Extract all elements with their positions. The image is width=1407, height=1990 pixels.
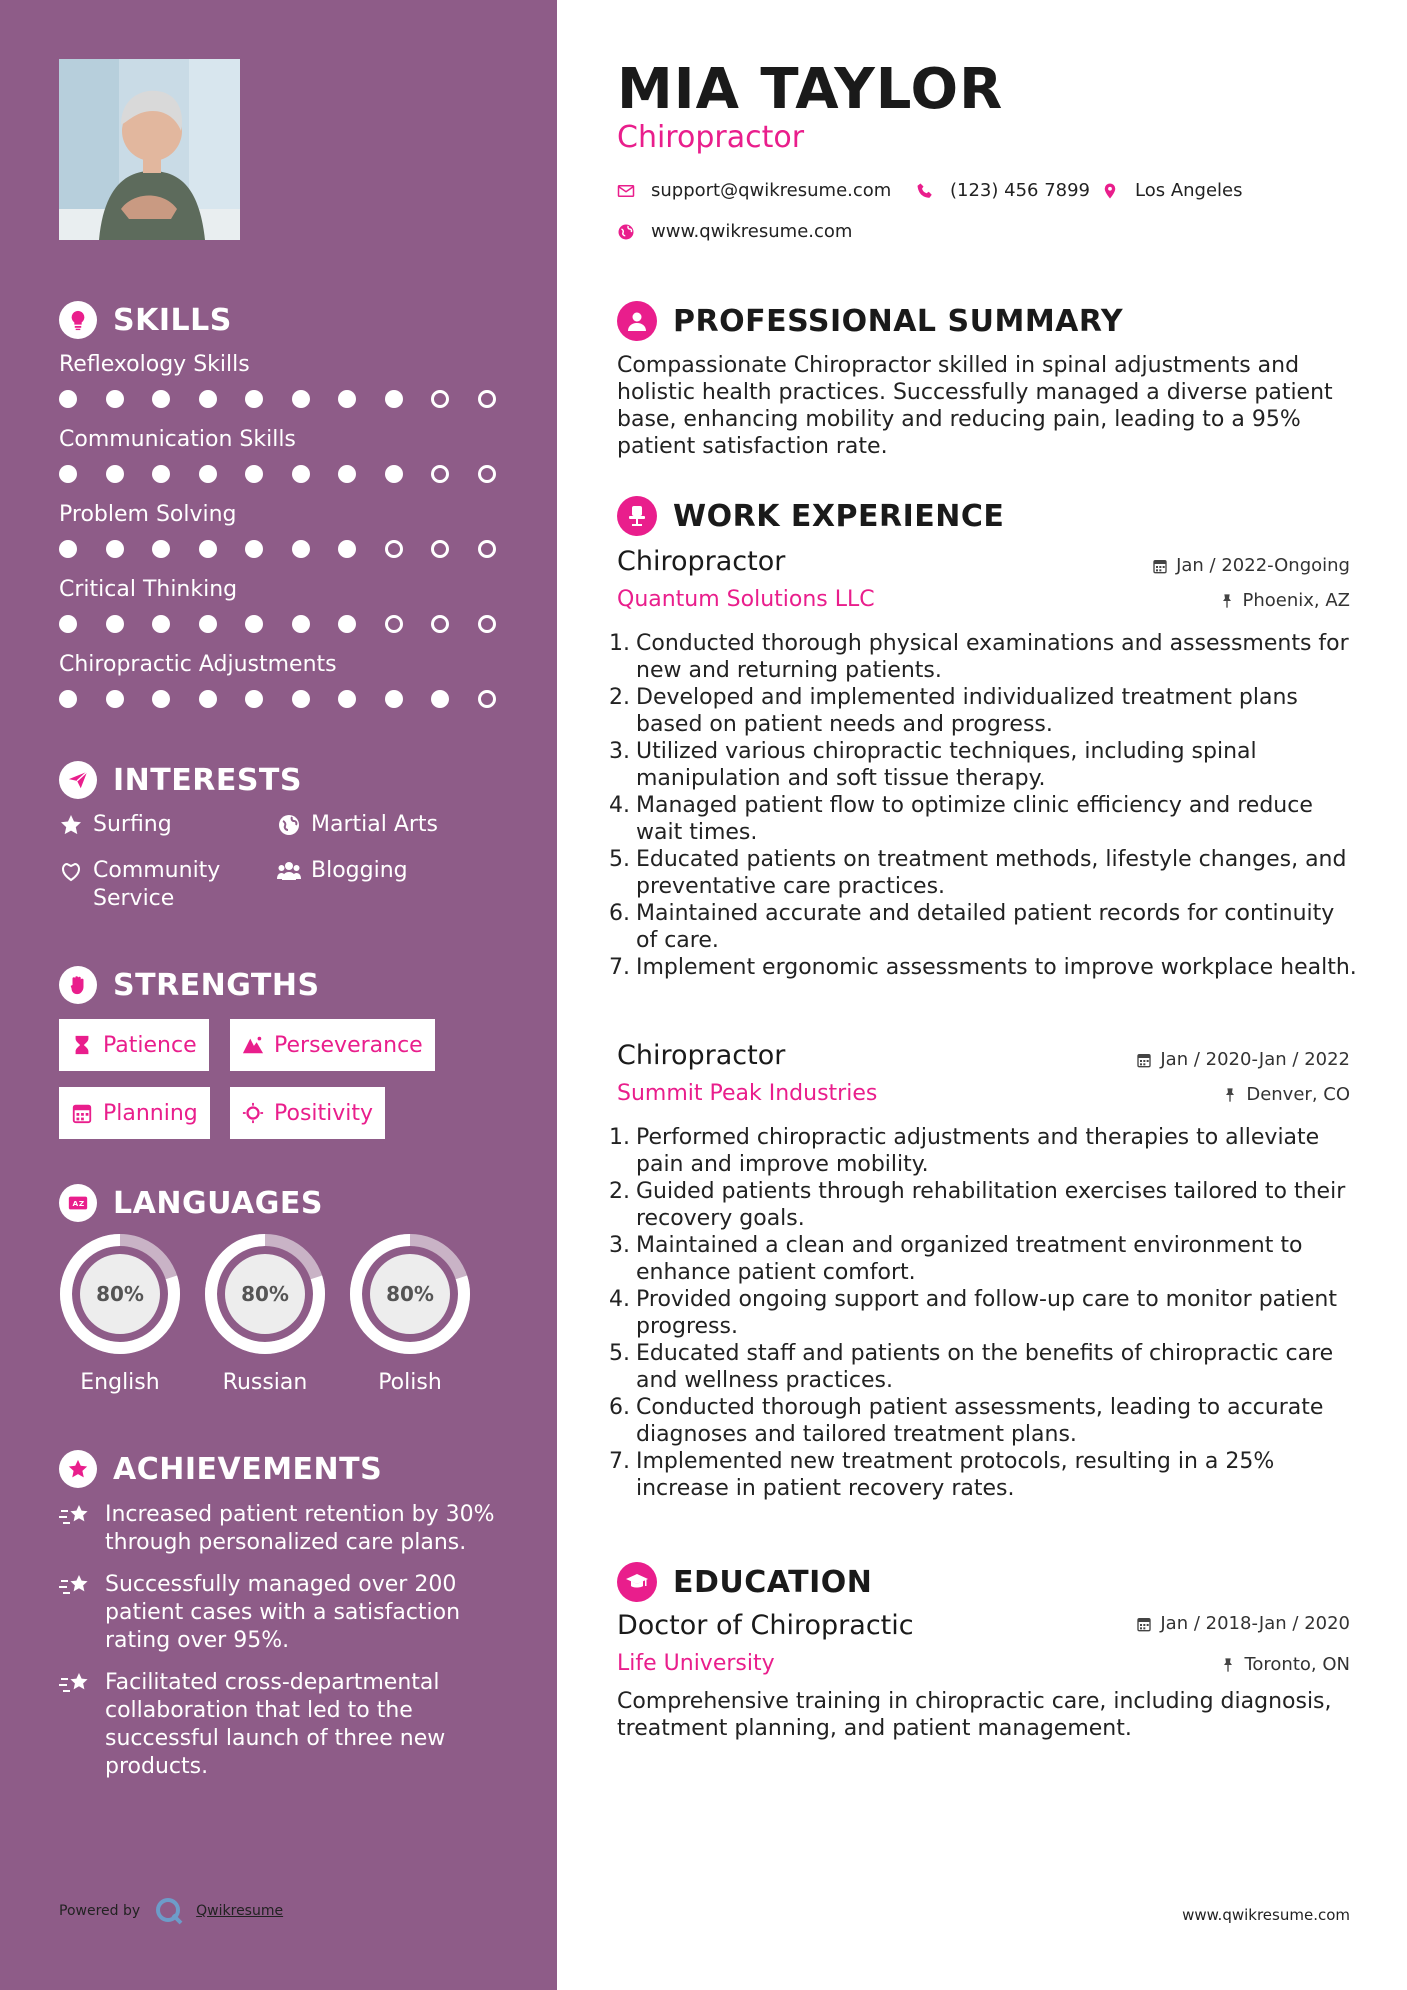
calendar-icon xyxy=(1136,1052,1152,1068)
skills-heading: SKILLS xyxy=(59,301,232,339)
rating-dot-filled xyxy=(245,465,263,483)
star-icon xyxy=(59,813,83,837)
rating-dot-filled xyxy=(338,540,356,558)
rating-dot-filled xyxy=(245,390,263,408)
svg-text:Z: Z xyxy=(78,1199,85,1209)
shooting-star-icon xyxy=(59,1573,93,1599)
rating-dot-filled xyxy=(152,390,170,408)
rating-dot-filled xyxy=(152,540,170,558)
contact-email[interactable]: support@qwikresume.com xyxy=(617,180,891,201)
rating-dot-empty xyxy=(431,465,449,483)
rating-dot-filled xyxy=(338,465,356,483)
rating-dot-filled xyxy=(292,690,310,708)
list-item: 3. Maintained a clean and organized treatment environment to enhance patient comfort. xyxy=(609,1233,1303,1285)
skill-name: Critical Thinking xyxy=(59,577,238,602)
languages-heading: A Z LANGUAGES xyxy=(59,1184,323,1222)
list-item: 2. Guided patients through rehabilitation exercises tailored to their recovery goals. xyxy=(609,1179,1346,1231)
rating-dot-empty xyxy=(385,540,403,558)
rating-dot-empty xyxy=(431,540,449,558)
hourglass-icon xyxy=(71,1034,93,1056)
rating-dot-filled xyxy=(385,390,403,408)
main-content xyxy=(558,0,1407,1990)
interests-heading: INTERESTS xyxy=(59,761,302,799)
hands-icon xyxy=(59,859,83,883)
job-responsibilities xyxy=(609,1124,1357,1502)
job-location: Denver, CO xyxy=(1222,1084,1350,1105)
rating-dot-filled xyxy=(106,690,124,708)
achievement-item: Successfully managed over 200 patient cases with a satisfaction rating over 95%. xyxy=(59,1571,509,1655)
skill-name: Problem Solving xyxy=(59,502,237,527)
rating-dot-filled xyxy=(292,465,310,483)
phone-icon xyxy=(916,182,934,200)
language-percent: 80% xyxy=(241,1282,289,1306)
rating-dot-empty xyxy=(478,615,496,633)
skill-item xyxy=(59,575,499,637)
rating-dot-empty xyxy=(385,615,403,633)
skill-item xyxy=(59,425,499,487)
profile-photo xyxy=(59,59,240,240)
rating-dot-filled xyxy=(106,390,124,408)
language-percent: 80% xyxy=(96,1282,144,1306)
user-icon xyxy=(617,301,657,341)
lightbulb-icon xyxy=(59,301,97,339)
list-item: 5. Educated staff and patients on the benefits of chiropractic care and wellness practices. xyxy=(609,1341,1334,1393)
rating-dot-filled xyxy=(245,615,263,633)
rating-dot-filled xyxy=(292,615,310,633)
list-item: 4. Provided ongoing support and follow-up care to monitor patient progress. xyxy=(609,1287,1338,1339)
education-school: Life University xyxy=(617,1651,775,1676)
rating-dot-empty xyxy=(431,390,449,408)
skill-item xyxy=(59,350,499,412)
graduation-cap-icon xyxy=(617,1562,657,1602)
rating-dot-filled xyxy=(385,690,403,708)
sidebar xyxy=(0,0,557,1990)
rating-dot-empty xyxy=(478,690,496,708)
contact-website[interactable]: www.qwikresume.com xyxy=(617,221,852,242)
skill-name: Communication Skills xyxy=(59,427,296,452)
strength-chip: Positivity xyxy=(230,1087,385,1139)
strength-chip: Planning xyxy=(59,1087,210,1139)
list-item: 6. Maintained accurate and detailed patient records for continuity of care. xyxy=(609,901,1335,953)
strengths-heading: STRENGTHS xyxy=(59,966,320,1004)
rating-dot-filled xyxy=(152,615,170,633)
skill-rating xyxy=(59,536,499,562)
language-name: Russian xyxy=(222,1370,308,1395)
rating-dot-empty xyxy=(478,540,496,558)
rating-dot-filled xyxy=(59,390,77,408)
experience-heading: WORK EXPERIENCE xyxy=(617,496,1004,536)
skill-item xyxy=(59,650,499,712)
skill-item xyxy=(59,500,499,562)
job-responsibilities xyxy=(609,630,1357,981)
rating-dot-filled xyxy=(199,540,217,558)
star-badge-icon xyxy=(59,1450,97,1488)
rating-dot-filled xyxy=(59,690,77,708)
contact-location: Los Angeles xyxy=(1101,180,1243,201)
pushpin-icon xyxy=(1222,1087,1238,1103)
job-dates: Jan / 2020-Jan / 2022 xyxy=(1136,1049,1350,1070)
job-dates: Jan / 2022-Ongoing xyxy=(1152,555,1350,576)
list-item: 1. Conducted thorough physical examinations and assessments for new and returning patients. xyxy=(609,631,1349,683)
rating-dot-filled xyxy=(106,465,124,483)
interest-item: Community Service xyxy=(59,857,259,913)
rating-dot-filled xyxy=(199,690,217,708)
rating-dot-filled xyxy=(152,465,170,483)
list-item: 2. Developed and implemented individualized treatment plans based on patient needs and progress. xyxy=(609,685,1298,737)
skill-rating xyxy=(59,461,499,487)
achievement-item: Increased patient retention by 30% through personalized care plans. xyxy=(59,1501,509,1557)
list-item: 7. Implement ergonomic assessments to improve workplace health. xyxy=(609,955,1357,980)
rating-dot-filled xyxy=(292,390,310,408)
language-percent: 80% xyxy=(386,1282,434,1306)
job-company: Summit Peak Industries xyxy=(617,1081,878,1106)
skill-name: Reflexology Skills xyxy=(59,352,250,377)
globe-icon xyxy=(277,813,301,837)
skill-rating xyxy=(59,611,499,637)
education-heading: EDUCATION xyxy=(617,1562,872,1602)
paper-plane-icon xyxy=(59,761,97,799)
candidate-title: Chiropractor xyxy=(617,120,805,155)
interest-item: Blogging xyxy=(277,857,408,885)
sun-icon xyxy=(242,1102,264,1124)
education-degree: Doctor of Chiropractic xyxy=(617,1610,914,1641)
rating-dot-empty xyxy=(478,390,496,408)
summary-heading: PROFESSIONAL SUMMARY xyxy=(617,301,1123,341)
people-icon xyxy=(277,859,301,883)
list-item: 1. Performed chiropractic adjustments and therapies to alleviate pain and improve mobility. xyxy=(609,1125,1320,1177)
strength-chip: Patience xyxy=(59,1019,209,1071)
job-company: Quantum Solutions LLC xyxy=(617,587,875,612)
skill-rating xyxy=(59,686,499,712)
language-item xyxy=(203,1232,327,1395)
powered-by: Powered by Qwikresume xyxy=(59,1896,283,1926)
achievement-item: Facilitated cross-departmental collaboration that led to the successful launch of three new products. xyxy=(59,1669,509,1781)
language-item xyxy=(348,1232,472,1395)
calendar-icon xyxy=(1136,1616,1152,1632)
calendar-icon xyxy=(71,1102,93,1124)
candidate-name: MIA TAYLOR xyxy=(617,57,1004,122)
rating-dot-filled xyxy=(338,690,356,708)
pushpin-icon xyxy=(1219,593,1235,609)
job-title: Chiropractor xyxy=(617,1040,786,1071)
fist-icon xyxy=(59,966,97,1004)
shooting-star-icon xyxy=(59,1671,93,1697)
rating-dot-filled xyxy=(59,615,77,633)
map-pin-icon xyxy=(1101,182,1119,200)
list-item: 3. Utilized various chiropractic techniques, including spinal manipulation and soft tissue therapy. xyxy=(609,739,1257,791)
chair-icon xyxy=(617,496,657,536)
mountain-icon xyxy=(242,1034,264,1056)
list-item: 4. Managed patient flow to optimize clinic efficiency and reduce wait times. xyxy=(609,793,1313,845)
calendar-icon xyxy=(1152,558,1168,574)
globe-icon xyxy=(617,223,635,241)
language-icon xyxy=(59,1184,97,1222)
rating-dot-filled xyxy=(59,540,77,558)
job-location: Phoenix, AZ xyxy=(1219,590,1351,611)
pushpin-icon xyxy=(1220,1657,1236,1673)
language-name: Polish xyxy=(378,1370,442,1395)
rating-dot-filled xyxy=(152,690,170,708)
rating-dot-filled xyxy=(338,390,356,408)
interest-item: Martial Arts xyxy=(277,811,438,839)
education-location: Toronto, ON xyxy=(1220,1654,1350,1675)
rating-dot-filled xyxy=(385,465,403,483)
language-item xyxy=(58,1232,182,1395)
job-title: Chiropractor xyxy=(617,546,786,577)
rating-dot-filled xyxy=(106,540,124,558)
rating-dot-filled xyxy=(245,540,263,558)
list-item: 7. Implemented new treatment protocols, resulting in a 25% increase in patient recovery rates. xyxy=(609,1449,1275,1501)
skill-name: Chiropractic Adjustments xyxy=(59,652,337,677)
rating-dot-filled xyxy=(431,690,449,708)
rating-dot-filled xyxy=(106,615,124,633)
rating-dot-filled xyxy=(199,390,217,408)
rating-dot-filled xyxy=(59,465,77,483)
summary-text: Compassionate Chiropractor skilled in spinal adjustments and holistic health practices. Successfully managed a diverse patient base, enhancing mobility and reducing pain, leading to a 95% patient satisfaction rate. xyxy=(617,353,1333,459)
language-name: English xyxy=(80,1370,160,1395)
rating-dot-empty xyxy=(431,615,449,633)
qwikresume-logo-icon xyxy=(154,1896,184,1926)
rating-dot-filled xyxy=(245,690,263,708)
contact-phone[interactable]: (123) 456 7899 xyxy=(916,180,1090,201)
achievements-heading: ACHIEVEMENTS xyxy=(59,1450,382,1488)
rating-dot-filled xyxy=(292,540,310,558)
interest-item: Surfing xyxy=(59,811,172,839)
svg-text:A: A xyxy=(72,1199,79,1209)
skill-rating xyxy=(59,386,499,412)
rating-dot-filled xyxy=(199,465,217,483)
rating-dot-empty xyxy=(478,465,496,483)
envelope-icon xyxy=(617,182,635,200)
education-dates: Jan / 2018-Jan / 2020 xyxy=(1136,1613,1350,1634)
rating-dot-filled xyxy=(338,615,356,633)
education-description: Comprehensive training in chiropractic care, including diagnosis, treatment planning, and patient management. xyxy=(617,1689,1332,1741)
rating-dot-filled xyxy=(199,615,217,633)
strength-chip: Perseverance xyxy=(230,1019,435,1071)
list-item: 6. Conducted thorough patient assessments, leading to accurate diagnoses and tailored treatment plans. xyxy=(609,1395,1324,1447)
footer-url[interactable]: www.qwikresume.com xyxy=(1182,1906,1350,1924)
shooting-star-icon xyxy=(59,1503,93,1529)
list-item: 5. Educated patients on treatment methods, lifestyle changes, and preventative care practices. xyxy=(609,847,1347,899)
qwikresume-link[interactable]: Qwikresume xyxy=(196,1903,284,1919)
